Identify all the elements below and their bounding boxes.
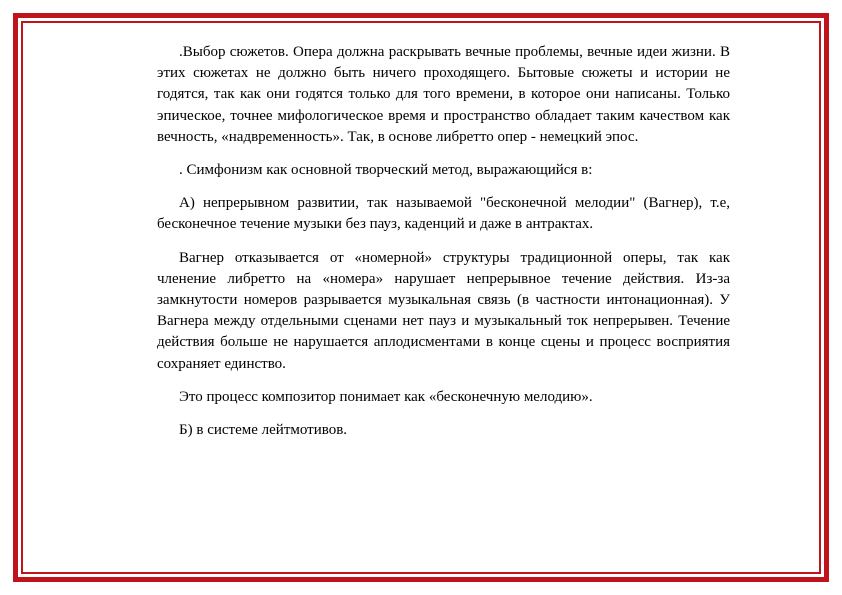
paragraph-endless-melody: А) непрерывном развитии, так называемой "бесконечной мелодии" (Вагнер), т.е, бесконечное течение музыки без пауз, каденций и даже в антрактах. xyxy=(157,195,730,233)
paragraph-number-structure: Вагнер отказывается от «номерной» структуры традиционной оперы, так как членение либретто на «номера» нарушает непрерывное течение действия. Из-за замкнутости номеров разрывается музыкальная связь (в частности интонационная). У Вагнера между отдельными сценами нет пауз и музыкальный ток непрерывен. Течение действия больше не нарушается аплодисментами в конце сцены и процесс восприятия сохраняет единство. xyxy=(157,249,730,372)
paragraph-symphonism: . Симфонизм как основной творческий метод, выражающийся в: xyxy=(179,162,593,179)
paragraph-composer-understanding: Это процесс композитор понимает как «бесконечную мелодию». xyxy=(179,388,593,405)
paragraph-leitmotifs: Б) в системе лейтмотивов. xyxy=(179,422,348,439)
paragraph-plot-choice: .Выбор сюжетов. Опера должна раскрывать вечные проблемы, вечные идеи жизни. В этих сюжетах не должно быть ничего проходящего. Бытовые сюжеты и истории не годятся, так как они годятся только для того времени, в которое они написаны. Только эпическое, точнее мифологическое время и пространство обладает таким качеством как вечность, «надвременность». Так, в основе либретто опер - немецкий эпос. xyxy=(157,44,730,145)
text-body xyxy=(157,42,730,453)
